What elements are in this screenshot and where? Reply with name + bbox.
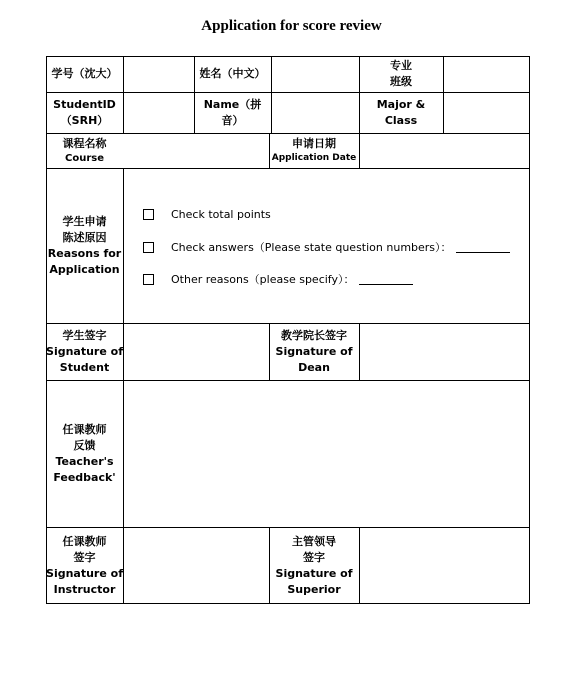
course-label (46, 133, 123, 168)
major-cn-field[interactable] (443, 56, 530, 92)
name-en-label (194, 92, 271, 133)
reasons-cn-text-2: 陈述原因 (62, 230, 107, 244)
name-cn-field[interactable] (271, 56, 359, 92)
instructor-signature-field[interactable] (123, 527, 269, 604)
student-no-text: 学号（沈大） (51, 67, 118, 80)
student-id-label (46, 92, 123, 133)
name-en-text-2: 音） (221, 113, 244, 127)
student-sig-cn-text: 学生签字 (62, 328, 107, 342)
reasons-label (46, 168, 123, 323)
student-id-text: StudentID (53, 97, 116, 111)
name-cn-text: 姓名（中文） (199, 67, 266, 80)
feedback-en-text-2: Feedback' (53, 470, 116, 484)
student-sig-en-text: Signature of (46, 344, 123, 358)
reasons-en-text-2: Application (49, 262, 120, 276)
checkbox[interactable] (143, 274, 154, 285)
srh-text: （SRH） (60, 113, 109, 127)
checkbox[interactable] (143, 209, 154, 220)
option-check-answers[interactable] (143, 239, 510, 255)
option-other-reasons[interactable] (143, 271, 413, 287)
feedback-label (46, 380, 123, 527)
superior-en-text: Signature of (275, 566, 353, 580)
student-sig-en-text-2: Student (59, 360, 110, 374)
major-en-text: Major & (376, 97, 426, 111)
option-label: Check total points (171, 208, 271, 221)
course-field[interactable] (123, 133, 269, 168)
dean-signature-field[interactable] (359, 323, 530, 380)
student-signature-label (46, 323, 123, 380)
instructor-cn-text: 任课教师 (62, 534, 107, 548)
student-signature-field[interactable] (123, 323, 269, 380)
student-id-field[interactable] (123, 92, 194, 133)
form-title: Application for score review (201, 18, 382, 34)
instructor-signature-label (46, 527, 123, 604)
major-cn-label (359, 56, 443, 92)
date-field[interactable] (359, 133, 530, 168)
major-cn-text: 专业 (390, 59, 412, 72)
dean-sig-cn-text: 教学院长签字 (281, 328, 347, 342)
superior-cn-text-2: 签字 (303, 550, 325, 564)
instructor-cn-text-2: 签字 (73, 550, 96, 564)
date-cn-text: 申请日期 (292, 137, 336, 150)
question-numbers-blank[interactable] (456, 242, 510, 253)
reasons-cn-text: 学生申请 (62, 214, 107, 228)
feedback-en-text: Teacher's (55, 454, 114, 468)
dean-sig-en-text: Signature of (275, 344, 353, 358)
class-cn-text: 班级 (390, 75, 412, 88)
feedback-cn-text-2: 反馈 (73, 438, 96, 452)
name-en-text: Name（拼 (203, 97, 262, 111)
course-cn-text: 课程名称 (62, 137, 107, 150)
superior-en-text-2: Superior (287, 582, 341, 596)
student-no-label (46, 56, 123, 92)
course-en-text: Course (65, 153, 104, 164)
superior-signature-field[interactable] (359, 527, 530, 604)
other-reasons-blank[interactable] (359, 274, 413, 285)
name-cn-label (194, 56, 271, 92)
student-no-field[interactable] (123, 56, 194, 92)
major-en-label (359, 92, 443, 133)
date-label (269, 133, 359, 168)
class-en-text: Class (384, 113, 418, 127)
instructor-en-text-2: Instructor (53, 582, 116, 596)
reasons-en-text: Reasons for (47, 246, 122, 260)
major-en-field[interactable] (443, 92, 530, 133)
checkbox[interactable] (143, 242, 154, 253)
option-label: Other reasons（please specify）： (171, 273, 355, 286)
name-en-field[interactable] (271, 92, 359, 133)
date-en-text: Application Date (271, 153, 357, 163)
superior-cn-text: 主管领导 (292, 534, 336, 548)
feedback-cn-text: 任课教师 (62, 422, 107, 436)
option-check-total[interactable] (143, 208, 271, 221)
option-label: Check answers（Please state question numbers）： (171, 241, 452, 254)
dean-signature-label (269, 323, 359, 380)
dean-sig-en-text-2: Dean (298, 360, 330, 374)
superior-signature-label (269, 527, 359, 604)
feedback-field[interactable] (123, 380, 530, 527)
instructor-en-text: Signature of (46, 566, 123, 580)
